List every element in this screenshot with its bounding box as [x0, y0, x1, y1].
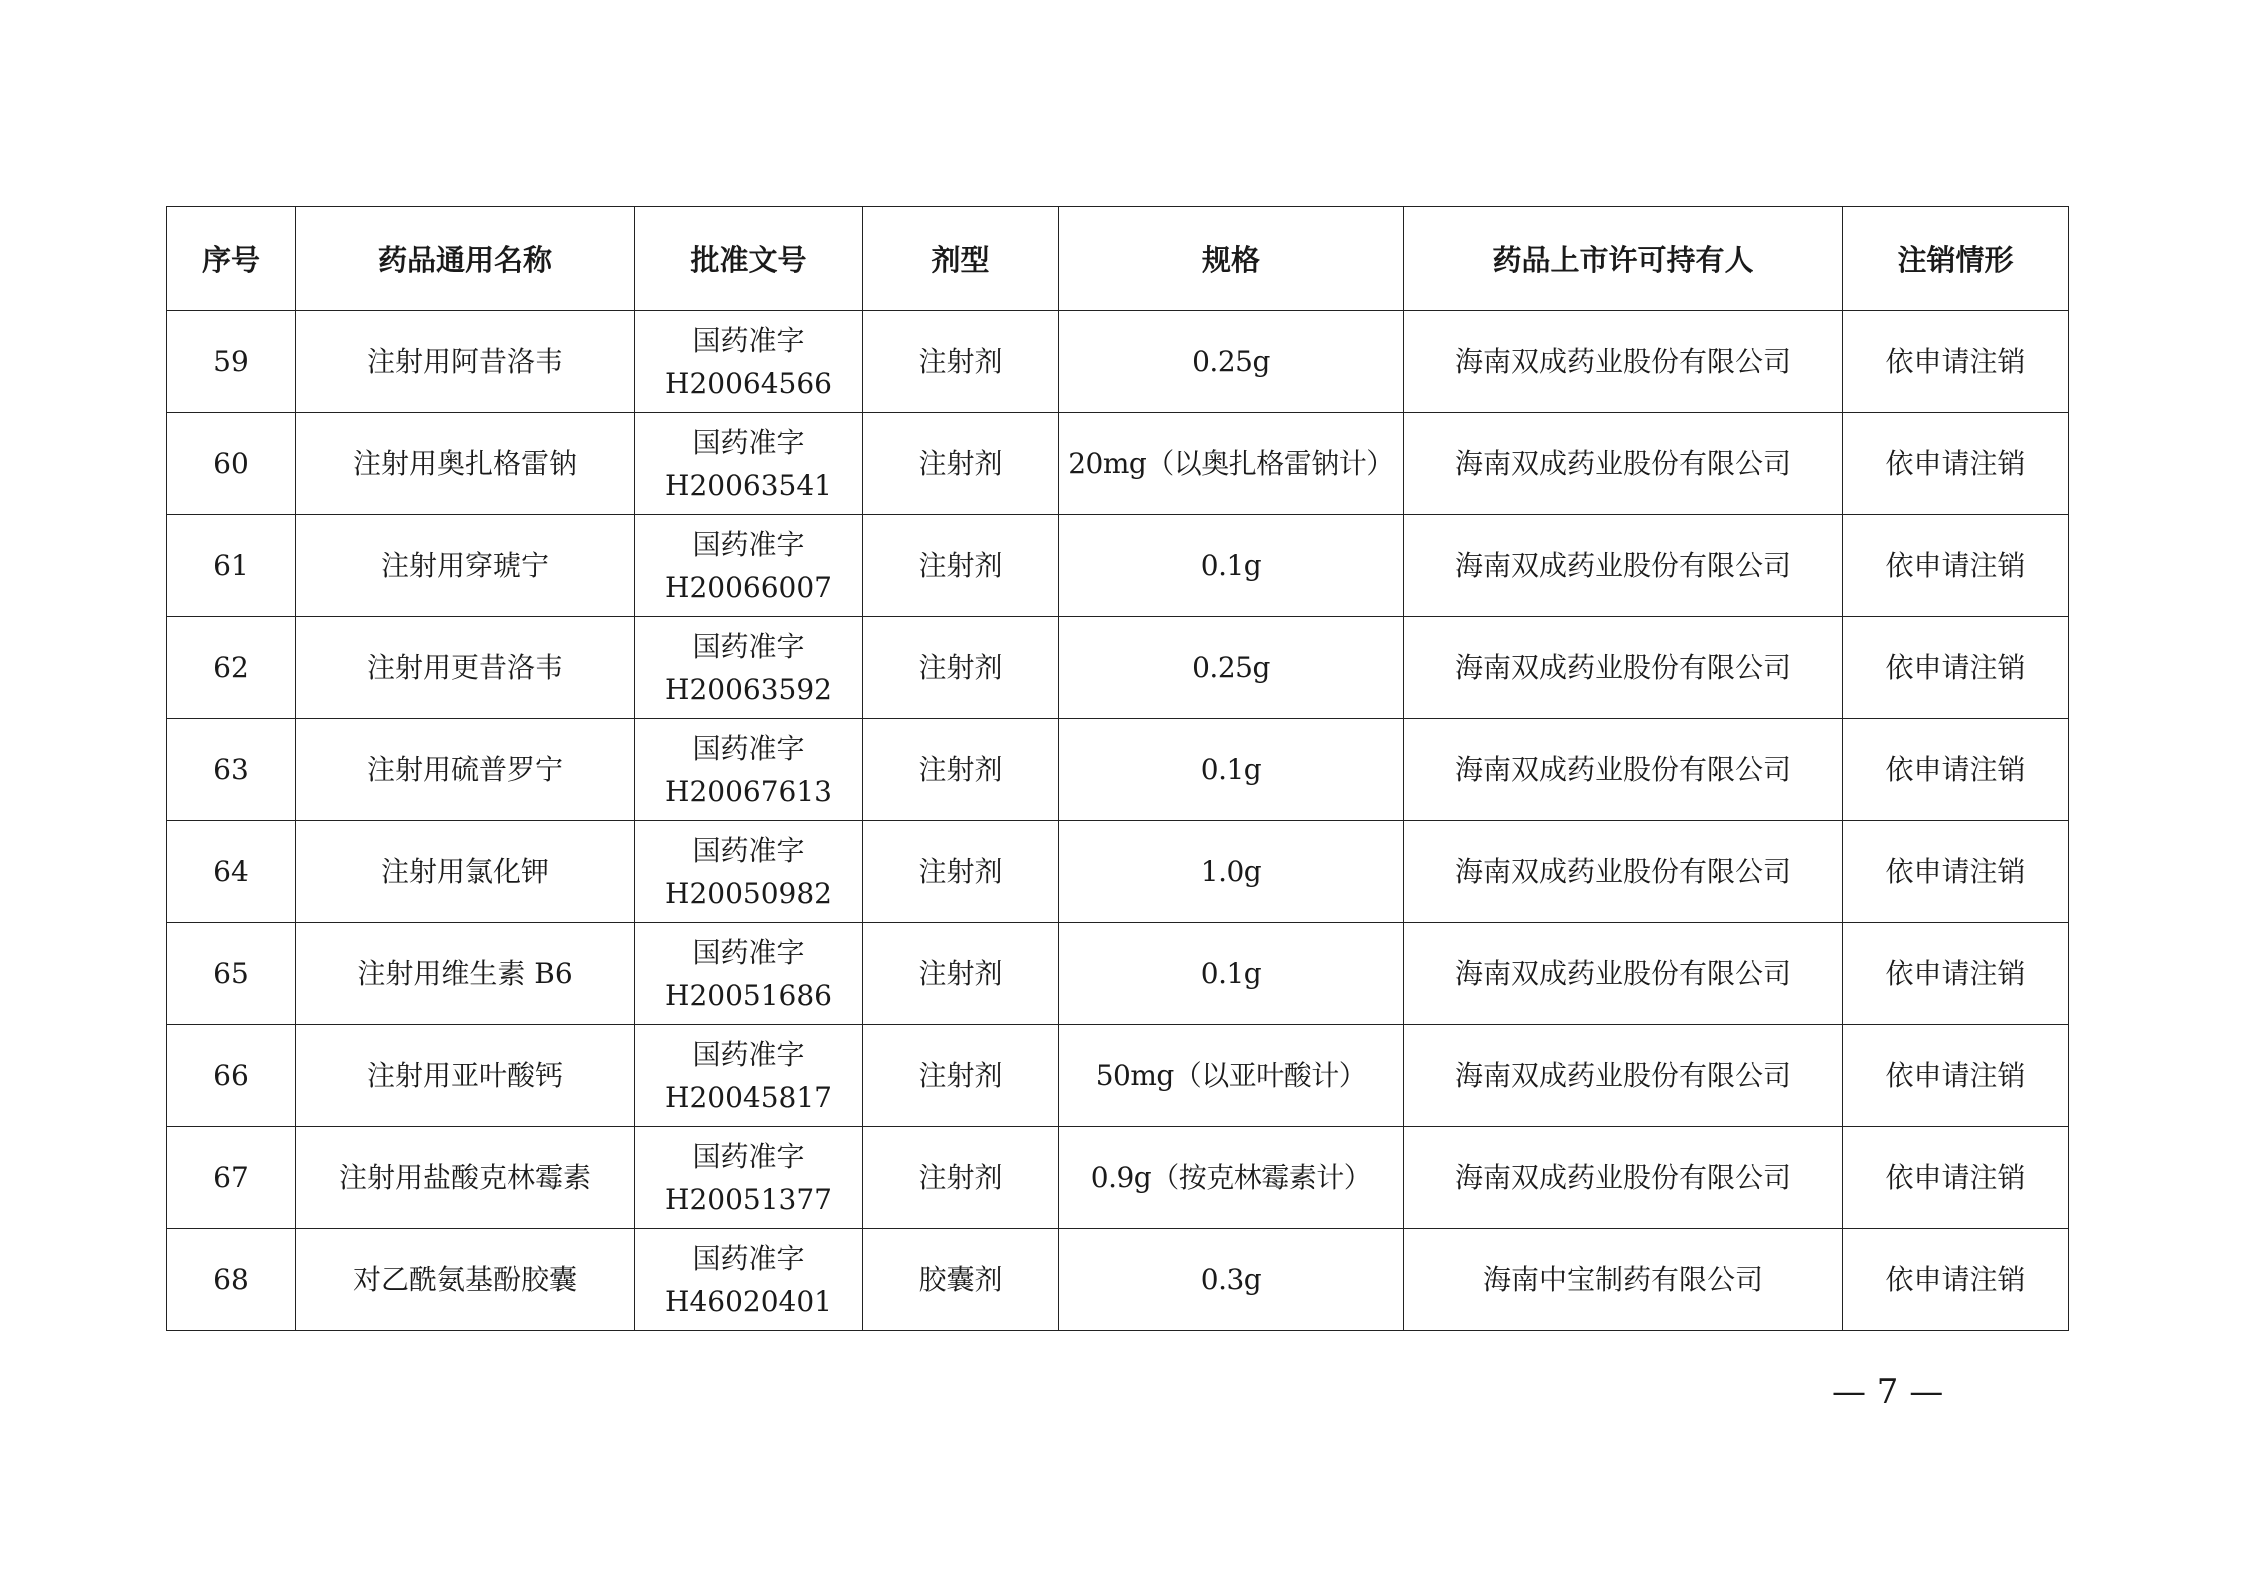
- cell-cancellation-status: 依申请注销: [1843, 515, 2069, 617]
- cell-specification: 1.0g: [1059, 821, 1404, 923]
- approval-prefix: 国药准字: [692, 1037, 805, 1071]
- drug-cancellation-table: [166, 206, 2069, 1331]
- cell-dosage-form: 注射剂: [863, 413, 1059, 515]
- cell-approval-number: [635, 1127, 863, 1229]
- approval-prefix: 国药准字: [692, 629, 805, 663]
- header-license-holder: 药品上市许可持有人: [1404, 207, 1843, 311]
- table-row: [167, 923, 2069, 1025]
- cell-serial-number: 65: [167, 923, 296, 1025]
- cell-serial-number: 63: [167, 719, 296, 821]
- cell-drug-name: 注射用穿琥宁: [296, 515, 635, 617]
- cell-drug-name: 注射用硫普罗宁: [296, 719, 635, 821]
- cell-drug-name: 注射用更昔洛韦: [296, 617, 635, 719]
- cell-cancellation-status: 依申请注销: [1843, 719, 2069, 821]
- cell-approval-number: [635, 515, 863, 617]
- cell-drug-name: 注射用亚叶酸钙: [296, 1025, 635, 1127]
- cell-license-holder: 海南中宝制药有限公司: [1404, 1229, 1843, 1331]
- header-approval-number: 批准文号: [635, 207, 863, 311]
- page-number: — 7 —: [1832, 1372, 1944, 1412]
- approval-prefix: 国药准字: [692, 1241, 805, 1275]
- cell-dosage-form: 注射剂: [863, 617, 1059, 719]
- cell-specification: 0.9g（按克林霉素计）: [1059, 1127, 1404, 1229]
- cell-serial-number: 68: [167, 1229, 296, 1331]
- approval-prefix: 国药准字: [692, 833, 805, 867]
- cell-drug-name: 注射用阿昔洛韦: [296, 311, 635, 413]
- cell-license-holder: 海南双成药业股份有限公司: [1404, 311, 1843, 413]
- cell-approval-number: [635, 719, 863, 821]
- cell-cancellation-status: 依申请注销: [1843, 821, 2069, 923]
- cell-specification: 50mg（以亚叶酸计）: [1059, 1025, 1404, 1127]
- cell-dosage-form: 注射剂: [863, 923, 1059, 1025]
- cell-dosage-form: 胶囊剂: [863, 1229, 1059, 1331]
- approval-prefix: 国药准字: [692, 1139, 805, 1173]
- cell-specification: 0.25g: [1059, 311, 1404, 413]
- table-row: [167, 821, 2069, 923]
- table-row: [167, 1025, 2069, 1127]
- approval-code: H20050982: [665, 876, 832, 910]
- approval-prefix: 国药准字: [692, 323, 805, 357]
- cell-approval-number: [635, 617, 863, 719]
- cell-license-holder: 海南双成药业股份有限公司: [1404, 821, 1843, 923]
- cell-approval-number: [635, 821, 863, 923]
- table-row: [167, 719, 2069, 821]
- cell-cancellation-status: 依申请注销: [1843, 311, 2069, 413]
- table-row: [167, 311, 2069, 413]
- approval-code: H20045817: [665, 1080, 832, 1114]
- approval-code: H20063541: [665, 468, 832, 502]
- header-cancellation-status: 注销情形: [1843, 207, 2069, 311]
- approval-code: H20066007: [665, 570, 832, 604]
- cell-license-holder: 海南双成药业股份有限公司: [1404, 1025, 1843, 1127]
- cell-specification: 20mg（以奥扎格雷钠计）: [1059, 413, 1404, 515]
- cell-drug-name: 对乙酰氨基酚胶囊: [296, 1229, 635, 1331]
- table-body: [167, 311, 2069, 1331]
- cell-specification: 0.1g: [1059, 719, 1404, 821]
- table-row: [167, 1127, 2069, 1229]
- cell-approval-number: [635, 311, 863, 413]
- table-row: [167, 617, 2069, 719]
- cell-dosage-form: 注射剂: [863, 1025, 1059, 1127]
- cell-serial-number: 59: [167, 311, 296, 413]
- cell-license-holder: 海南双成药业股份有限公司: [1404, 1127, 1843, 1229]
- approval-code: H20051686: [665, 978, 832, 1012]
- cell-approval-number: [635, 413, 863, 515]
- header-drug-name: 药品通用名称: [296, 207, 635, 311]
- cell-serial-number: 62: [167, 617, 296, 719]
- table-row: [167, 413, 2069, 515]
- table-row: [167, 515, 2069, 617]
- header-dosage-form: 剂型: [863, 207, 1059, 311]
- cell-license-holder: 海南双成药业股份有限公司: [1404, 923, 1843, 1025]
- approval-code: H20067613: [665, 774, 832, 808]
- cell-serial-number: 66: [167, 1025, 296, 1127]
- cell-cancellation-status: 依申请注销: [1843, 1127, 2069, 1229]
- table-header-row: [167, 207, 2069, 311]
- cell-serial-number: 60: [167, 413, 296, 515]
- cell-dosage-form: 注射剂: [863, 515, 1059, 617]
- cell-cancellation-status: 依申请注销: [1843, 1025, 2069, 1127]
- approval-prefix: 国药准字: [692, 935, 805, 969]
- approval-prefix: 国药准字: [692, 425, 805, 459]
- cell-dosage-form: 注射剂: [863, 311, 1059, 413]
- cell-dosage-form: 注射剂: [863, 821, 1059, 923]
- approval-code: H20064566: [665, 366, 832, 400]
- cell-approval-number: [635, 1229, 863, 1331]
- cell-specification: 0.3g: [1059, 1229, 1404, 1331]
- cell-specification: 0.25g: [1059, 617, 1404, 719]
- approval-prefix: 国药准字: [692, 731, 805, 765]
- cell-drug-name: 注射用奥扎格雷钠: [296, 413, 635, 515]
- cell-approval-number: [635, 1025, 863, 1127]
- cell-serial-number: 64: [167, 821, 296, 923]
- cell-license-holder: 海南双成药业股份有限公司: [1404, 617, 1843, 719]
- cell-serial-number: 67: [167, 1127, 296, 1229]
- header-specification: 规格: [1059, 207, 1404, 311]
- approval-code: H46020401: [665, 1284, 832, 1318]
- cell-license-holder: 海南双成药业股份有限公司: [1404, 515, 1843, 617]
- cell-specification: 0.1g: [1059, 923, 1404, 1025]
- cell-cancellation-status: 依申请注销: [1843, 413, 2069, 515]
- cell-dosage-form: 注射剂: [863, 719, 1059, 821]
- header-serial-number: 序号: [167, 207, 296, 311]
- cell-drug-name: 注射用盐酸克林霉素: [296, 1127, 635, 1229]
- cell-approval-number: [635, 923, 863, 1025]
- approval-code: H20051377: [665, 1182, 832, 1216]
- cell-cancellation-status: 依申请注销: [1843, 617, 2069, 719]
- table-row: [167, 1229, 2069, 1331]
- cell-serial-number: 61: [167, 515, 296, 617]
- cell-cancellation-status: 依申请注销: [1843, 923, 2069, 1025]
- cell-license-holder: 海南双成药业股份有限公司: [1404, 413, 1843, 515]
- approval-code: H20063592: [665, 672, 832, 706]
- cell-drug-name: 注射用氯化钾: [296, 821, 635, 923]
- cell-cancellation-status: 依申请注销: [1843, 1229, 2069, 1331]
- cell-drug-name: 注射用维生素 B6: [296, 923, 635, 1025]
- cell-license-holder: 海南双成药业股份有限公司: [1404, 719, 1843, 821]
- approval-prefix: 国药准字: [692, 527, 805, 561]
- cell-specification: 0.1g: [1059, 515, 1404, 617]
- cell-dosage-form: 注射剂: [863, 1127, 1059, 1229]
